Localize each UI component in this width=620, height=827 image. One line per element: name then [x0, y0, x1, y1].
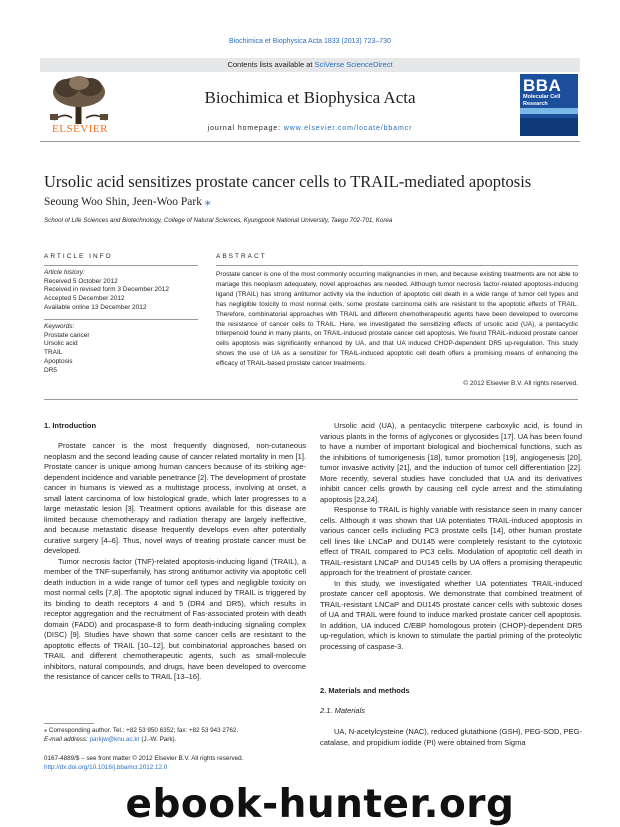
contents-prefix: Contents lists available at: [227, 60, 315, 69]
intro-paragraph: Ursolic acid (UA), a pentacyclic triterpene carboxylic acid, is found in various plants in the forms of aglycones or glycosides [17]. UA has been found to have a number of important biological and biochemical functions, such as the inhibitions of tumorigenesis [18], tumor promotion [19], angiogenesis [20], tumor invasive activity [21], and the induction of tumor cell differentiation [22]. More recently, several studies have concluded that UA and its derivatives inhibit cancer cells growth by causing cell cycle arrest and the stimulating apoptosis [23,24].: [320, 421, 582, 504]
intro-paragraph: In this study, we investigated whether UA potentiates TRAIL-induced prostate cancer cell apoptosis. We demonstrate that combined treatment of TRAIL-resistant LNCaP and DU145 prostate cancer cells with subtoxic doses of UA and TRAIL were found to induce marked prostate cancer cell apoptosis. In addition, UA induced C/EBP homologous protein (CHOP)-dependent DR5 up-regulation, which is known to stimulate the partial priming of the proteolytic processing of caspase-3.: [320, 578, 582, 651]
materials-subheading: 2.1. Materials: [320, 706, 366, 715]
footnote-rule: [44, 723, 94, 724]
keyword-item: DR5: [44, 366, 58, 374]
methods-heading: 2. Materials and methods: [320, 686, 410, 695]
abstract-label: ABSTRACT: [216, 253, 267, 260]
email-link[interactable]: parkjw@knu.ac.kr: [89, 735, 140, 743]
journal-cover-thumbnail[interactable]: [520, 74, 578, 136]
article-history: [44, 269, 204, 313]
abstract-copyright: © 2012 Elsevier B.V. All rights reserved.: [463, 380, 578, 387]
body-right-column: [320, 421, 582, 652]
intro-paragraph: Prostate cancer is the most frequently diagnosed, non-cutaneous neoplasm and the second leading cause of cancer related mortality in men [1]. Prostate cancer is unique among human cancers because of its striking age-dependent incidence and variable penetrance [2]. The development of prostate cancer in humans is viewed as a multistage process, involving at onset, a small latent carcinoma of low histological grade, which later progresses to a large metastatic lesion [3]. Treatment options available for this disease are limited because chemotherapy and radiation therapy are largely ineffective, and because metastatic disease frequently develops even after potentially curative surgery [4–6]. Thus, novel ways of treating prostate cancer must be developed.: [44, 441, 306, 555]
keyword-item: Apoptosis: [44, 357, 73, 365]
homepage-link[interactable]: www.elsevier.com/locate/bbamcr: [283, 125, 413, 132]
doi-link[interactable]: http://dx.doi.org/10.1016/j.bbamcr.2012.12.0: [44, 763, 168, 771]
cover-band: [520, 118, 578, 136]
keyword-item: Prostate cancer: [44, 331, 90, 339]
journal-title: Biochimica et Biophysica Acta: [204, 88, 416, 107]
corresponding-footnote: [44, 727, 306, 744]
history-accepted: Accepted 5 December 2012: [44, 295, 125, 303]
keyword-item: TRAIL: [44, 349, 63, 357]
cover-subtitle: Molecular Cell Research: [523, 94, 561, 107]
keywords-label: Keywords:: [44, 323, 75, 330]
keywords-rule: [44, 319, 198, 320]
front-matter-footnote: [44, 755, 306, 772]
author-affiliation: School of Life Sciences and Biotechnology, College of Natural Sciences, Kyungpook National University, Taegu 702-701, Korea: [44, 217, 393, 224]
corresponding-author-mark[interactable]: ⁎: [204, 196, 211, 208]
body-left-column: [44, 441, 306, 683]
intro-paragraph: Tumor necrosis factor (TNF)-related apoptosis-inducing ligand (TRAIL), a member of the TNF-superfamily, has strong antitumor activity via apoptotic cell death induction in a wide range of tumor cell types and negligible toxicity on most normal cells [7,8]. The apoptotic signal induced by TRAIL is triggered by its binding to death receptors 4 and 5 (DR4 and DR5), which results in receptor aggregation and the recruitment of Fas-associated protein with death domain (FADD) and procaspase-8 to form death-inducing signaling complex (DISC) [9]. Studies have shown that some cancer cells are resistant to the apoptotic effects of TRAIL [10–12], but combinatorial approaches based on TRAIL and different chemotherapeutic agents, such as small-molecule inhibitors, natural compounds, and drugs, have been developed to overcome the resistance of cancer cells to TRAIL [13–16].: [44, 556, 306, 681]
journal-citation[interactable]: Biochimica et Biophysica Acta 1833 (2013) 723–730: [229, 38, 391, 45]
history-online: Available online 13 December 2012: [44, 303, 147, 311]
history-revised: Received in revised form 3 December 2012: [44, 286, 170, 294]
issn-line: 0167-4889/$ – see front matter © 2012 Elsevier B.V. All rights reserved.: [44, 755, 244, 762]
article-title: Ursolic acid sensitizes prostate cancer cells to TRAIL-mediated apoptosis: [44, 172, 532, 191]
abstract-text: Prostate cancer is one of the most commonly occurring malignancies in men, and because existing treatments are not able to manage this neoplasm adequately, novel approaches are needed. Although tumor necrosis factor-related apoptosis-inducing ligand (TRAIL) has strong antitumor activity via the induction of apoptotic cell death in a wide range of tumor cell types and has negligible toxicity to most normal cells, some prostate carcinoma cells are resistant to the apoptotic effects of TRAIL. Therefore, combinatorial approaches with TRAIL and different chemotherapeutic agents have been developed to overcome the resistance of cancer cells to TRAIL. Here, we investigated the sensitizing effects of ursolic acid (UA), a pentacyclic triterpenoid found in many plants, on TRAIL-induced prostate cancer cell apoptosis. We found TRAIL-induced prostate cancer cells apoptosis was significantly enhanced by UA, and that UA induced CHOP-dependent DR5 up-regulation. This study shows the use of UA as a sensitizer for TRAIL-induced apoptotic cell death offers a promising means of enhancing the efficacy of TRAIL-based prostate cancer treatments.: [216, 271, 578, 368]
sciencedirect-link[interactable]: SciVerse ScienceDirect: [314, 60, 393, 69]
email-line: [44, 736, 306, 745]
elsevier-wordmark[interactable]: ELSEVIER: [52, 123, 108, 135]
watermark-text: ebook-hunter.org: [125, 782, 515, 827]
cover-letters: BBA: [523, 76, 562, 95]
materials-paragraph: UA, N-acetylcysteine (NAC), reduced glutathione (GSH), PEG-SOD, PEG-catalase, and propidium iodide (PI) were obtained from Sigma: [320, 727, 582, 747]
history-received: Received 5 October 2012: [44, 277, 118, 285]
materials-text-block: [320, 727, 582, 748]
intro-heading: 1. Introduction: [44, 421, 97, 430]
cover-stripe: [520, 108, 578, 114]
article-authors: [44, 194, 211, 208]
abstract-bottom-rule: [44, 399, 578, 400]
history-label: Article history:: [44, 269, 85, 276]
author-names: Seoung Woo Shin, Jeen-Woo Park: [44, 196, 202, 208]
corresponding-author-note: ⁎ Corresponding author. Tel.: +82 53 950 6352; fax: +82 53 943 2762.: [44, 727, 239, 734]
contents-strip: [40, 58, 580, 72]
homepage-prefix: journal homepage:: [207, 125, 284, 132]
article-info-label: ARTICLE INFO: [44, 253, 113, 260]
keyword-item: Ursolic acid: [44, 340, 78, 348]
email-suffix: (J.-W. Park).: [139, 735, 177, 743]
article-info-rule: [44, 265, 198, 266]
abstract-rule: [216, 265, 578, 266]
email-prefix: E-mail address:: [44, 735, 90, 743]
intro-paragraph: Response to TRAIL is highly variable with resistance seen in many cancer cells. Although it was shown that UA potentiates TRAIL-induced apoptosis in various cancer cells including PC3 prostate cells [14], other human prostate cell lines like LNCaP and DU145 were completely resistant to the cytotoxic effect of TRAIL compared to PC3 cells. Modulation of apoptotic cell death in TRAIL-resistant LNCaP and DU145 cells by UA offers a promising therapeutic approach for the treatment of prostate cancer.: [320, 505, 582, 577]
keywords-list: [44, 323, 204, 375]
